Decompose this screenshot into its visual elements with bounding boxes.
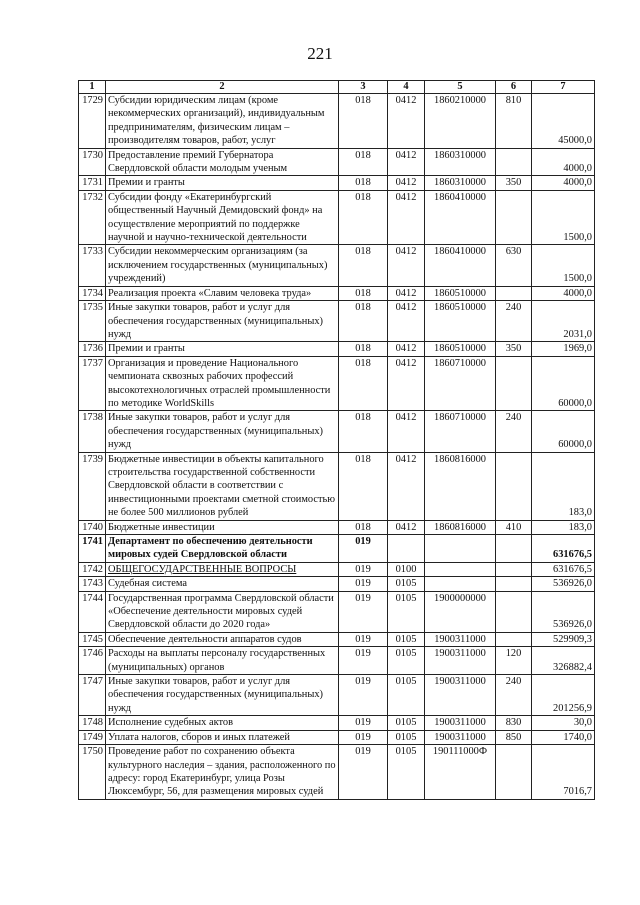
row-amount: 4000,0 bbox=[532, 176, 595, 190]
row-code-admin: 018 bbox=[339, 245, 388, 286]
row-code-expense-type: 850 bbox=[496, 730, 532, 744]
row-code-admin: 018 bbox=[339, 356, 388, 411]
row-code-target: 1860310000 bbox=[425, 148, 496, 176]
row-number: 1742 bbox=[79, 562, 106, 576]
row-code-section: 0105 bbox=[388, 716, 425, 730]
row-code-section: 0412 bbox=[388, 452, 425, 520]
row-code-section: 0105 bbox=[388, 632, 425, 646]
row-code-target: 1900311000 bbox=[425, 716, 496, 730]
row-code-section: 0412 bbox=[388, 245, 425, 286]
row-amount: 631676,5 bbox=[532, 562, 595, 576]
row-code-admin: 019 bbox=[339, 730, 388, 744]
header-cell: 3 bbox=[339, 81, 388, 94]
table-row bbox=[79, 632, 595, 646]
row-code-expense-type: 630 bbox=[496, 245, 532, 286]
row-name: Иные закупки товаров, работ и услуг для обеспечения государственных (муниципальных) нужд bbox=[106, 675, 339, 716]
row-amount: 1740,0 bbox=[532, 730, 595, 744]
row-code-admin: 019 bbox=[339, 745, 388, 800]
row-name: Организация и проведение Национального чемпионата сквозных рабочих профессий высокотехнологичных отраслей промышленности по методике WorldSkills bbox=[106, 356, 339, 411]
row-code-expense-type bbox=[496, 190, 532, 245]
row-number: 1733 bbox=[79, 245, 106, 286]
row-code-admin: 019 bbox=[339, 591, 388, 632]
row-name: Иные закупки товаров, работ и услуг для обеспечения государственных (муниципальных) нужд bbox=[106, 301, 339, 342]
row-amount: 1969,0 bbox=[532, 342, 595, 356]
table-row bbox=[79, 356, 595, 411]
row-code-admin: 018 bbox=[339, 342, 388, 356]
row-code-admin: 019 bbox=[339, 577, 388, 591]
row-amount: 7016,7 bbox=[532, 745, 595, 800]
header-cell: 5 bbox=[425, 81, 496, 94]
row-code-expense-type bbox=[496, 286, 532, 300]
row-name: Департамент по обеспечению деятельности мировых судей Свердловской области bbox=[106, 535, 339, 563]
row-code-expense-type: 240 bbox=[496, 411, 532, 452]
row-code-target: 1860410000 bbox=[425, 245, 496, 286]
row-name: Бюджетные инвестиции в объекты капитального строительства государственной собственности Свердловской области в соответствии с инвестиционными проектами сметной стоимостью не более 500 миллионов рублей bbox=[106, 452, 339, 520]
row-code-target: 1900311000 bbox=[425, 730, 496, 744]
row-amount: 30,0 bbox=[532, 716, 595, 730]
row-number: 1735 bbox=[79, 301, 106, 342]
table-row bbox=[79, 286, 595, 300]
row-code-section: 0412 bbox=[388, 342, 425, 356]
row-name: Премии и гранты bbox=[106, 176, 339, 190]
row-code-target: 190111000Ф bbox=[425, 745, 496, 800]
row-code-section: 0412 bbox=[388, 356, 425, 411]
row-amount: 60000,0 bbox=[532, 411, 595, 452]
row-code-target: 1860210000 bbox=[425, 94, 496, 149]
row-number: 1746 bbox=[79, 647, 106, 675]
row-code-expense-type bbox=[496, 577, 532, 591]
row-name: Субсидии некоммерческим организациям (за исключением государственных (муниципальных) учреждений) bbox=[106, 245, 339, 286]
row-code-admin: 018 bbox=[339, 520, 388, 534]
row-amount: 60000,0 bbox=[532, 356, 595, 411]
row-code-target: 1860816000 bbox=[425, 452, 496, 520]
row-amount: 183,0 bbox=[532, 520, 595, 534]
row-code-expense-type: 240 bbox=[496, 301, 532, 342]
table-row bbox=[79, 342, 595, 356]
row-code-expense-type bbox=[496, 356, 532, 411]
row-code-target: 1900311000 bbox=[425, 675, 496, 716]
row-code-expense-type bbox=[496, 632, 532, 646]
row-amount: 631676,5 bbox=[532, 535, 595, 563]
row-name: Проведение работ по сохранению объекта культурного наследия – здания, расположенного по адресу: город Екатеринбург, улица Розы Люксембург, 56, для размещения мировых судей bbox=[106, 745, 339, 800]
table-row bbox=[79, 730, 595, 744]
table-row bbox=[79, 94, 595, 149]
row-code-section: 0412 bbox=[388, 301, 425, 342]
row-amount: 326882,4 bbox=[532, 647, 595, 675]
row-name: Бюджетные инвестиции bbox=[106, 520, 339, 534]
row-name: Субсидии фонду «Екатеринбургский общественный Научный Демидовский фонд» на осуществление мероприятий по поддержке научной и научно-технической деятельности bbox=[106, 190, 339, 245]
table-row bbox=[79, 577, 595, 591]
table-row bbox=[79, 190, 595, 245]
row-number: 1741 bbox=[79, 535, 106, 563]
row-code-admin: 018 bbox=[339, 452, 388, 520]
row-number: 1749 bbox=[79, 730, 106, 744]
row-code-expense-type: 810 bbox=[496, 94, 532, 149]
table-header-row bbox=[79, 81, 595, 94]
row-code-section: 0412 bbox=[388, 286, 425, 300]
row-amount: 4000,0 bbox=[532, 148, 595, 176]
header-cell: 7 bbox=[532, 81, 595, 94]
table-row bbox=[79, 716, 595, 730]
row-name: Исполнение судебных актов bbox=[106, 716, 339, 730]
row-number: 1732 bbox=[79, 190, 106, 245]
row-number: 1738 bbox=[79, 411, 106, 452]
row-number: 1729 bbox=[79, 94, 106, 149]
row-code-admin: 019 bbox=[339, 675, 388, 716]
row-code-admin: 018 bbox=[339, 176, 388, 190]
row-code-expense-type: 410 bbox=[496, 520, 532, 534]
row-code-expense-type: 120 bbox=[496, 647, 532, 675]
table-row bbox=[79, 148, 595, 176]
row-amount: 1500,0 bbox=[532, 190, 595, 245]
row-code-section: 0412 bbox=[388, 190, 425, 245]
row-amount: 2031,0 bbox=[532, 301, 595, 342]
row-number: 1737 bbox=[79, 356, 106, 411]
row-code-target: 1860710000 bbox=[425, 411, 496, 452]
row-name: Иные закупки товаров, работ и услуг для обеспечения государственных (муниципальных) нужд bbox=[106, 411, 339, 452]
row-code-target bbox=[425, 562, 496, 576]
row-code-target bbox=[425, 577, 496, 591]
row-code-section: 0105 bbox=[388, 730, 425, 744]
row-number: 1740 bbox=[79, 520, 106, 534]
row-code-target bbox=[425, 535, 496, 563]
row-code-section: 0412 bbox=[388, 176, 425, 190]
row-code-section: 0412 bbox=[388, 94, 425, 149]
row-amount: 529909,3 bbox=[532, 632, 595, 646]
row-code-section: 0105 bbox=[388, 647, 425, 675]
page-number: 221 bbox=[307, 44, 333, 63]
row-code-target: 1900000000 bbox=[425, 591, 496, 632]
row-code-admin: 019 bbox=[339, 716, 388, 730]
row-code-admin: 019 bbox=[339, 535, 388, 563]
row-amount: 536926,0 bbox=[532, 577, 595, 591]
row-code-target: 1860816000 bbox=[425, 520, 496, 534]
row-code-target: 1860710000 bbox=[425, 356, 496, 411]
table-row bbox=[79, 675, 595, 716]
row-code-section: 0105 bbox=[388, 591, 425, 632]
row-number: 1736 bbox=[79, 342, 106, 356]
row-code-expense-type: 240 bbox=[496, 675, 532, 716]
row-code-target: 1860510000 bbox=[425, 342, 496, 356]
row-amount: 183,0 bbox=[532, 452, 595, 520]
row-number: 1750 bbox=[79, 745, 106, 800]
table-row bbox=[79, 411, 595, 452]
row-amount: 4000,0 bbox=[532, 286, 595, 300]
row-code-expense-type bbox=[496, 148, 532, 176]
row-code-expense-type: 830 bbox=[496, 716, 532, 730]
header-cell: 2 bbox=[106, 81, 339, 94]
header-cell: 4 bbox=[388, 81, 425, 94]
row-name: Расходы на выплаты персоналу государственных (муниципальных) органов bbox=[106, 647, 339, 675]
row-code-section: 0105 bbox=[388, 745, 425, 800]
row-number: 1747 bbox=[79, 675, 106, 716]
row-number: 1743 bbox=[79, 577, 106, 591]
row-number: 1730 bbox=[79, 148, 106, 176]
row-name: ОБЩЕГОСУДАРСТВЕННЫЕ ВОПРОСЫ bbox=[106, 562, 339, 576]
row-code-target: 1860510000 bbox=[425, 286, 496, 300]
row-number: 1748 bbox=[79, 716, 106, 730]
row-amount: 45000,0 bbox=[532, 94, 595, 149]
row-number: 1744 bbox=[79, 591, 106, 632]
table-row bbox=[79, 301, 595, 342]
table-row bbox=[79, 245, 595, 286]
row-code-section: 0412 bbox=[388, 411, 425, 452]
row-code-target: 1860410000 bbox=[425, 190, 496, 245]
table-row bbox=[79, 452, 595, 520]
table-row bbox=[79, 535, 595, 563]
row-code-admin: 019 bbox=[339, 632, 388, 646]
row-code-admin: 018 bbox=[339, 301, 388, 342]
row-code-section: 0105 bbox=[388, 577, 425, 591]
row-code-section: 0105 bbox=[388, 675, 425, 716]
header-cell: 6 bbox=[496, 81, 532, 94]
row-code-target: 1860310000 bbox=[425, 176, 496, 190]
row-code-expense-type bbox=[496, 745, 532, 800]
row-code-section: 0412 bbox=[388, 148, 425, 176]
table-row bbox=[79, 562, 595, 576]
row-name: Предоставление премий Губернатора Свердловской области молодым ученым bbox=[106, 148, 339, 176]
budget-table bbox=[78, 80, 595, 800]
row-code-admin: 019 bbox=[339, 562, 388, 576]
row-number: 1734 bbox=[79, 286, 106, 300]
row-code-admin: 018 bbox=[339, 411, 388, 452]
row-code-admin: 019 bbox=[339, 647, 388, 675]
row-amount: 201256,9 bbox=[532, 675, 595, 716]
row-code-section: 0100 bbox=[388, 562, 425, 576]
row-code-section: 0412 bbox=[388, 520, 425, 534]
row-code-expense-type bbox=[496, 591, 532, 632]
table-row bbox=[79, 647, 595, 675]
row-name: Обеспечение деятельности аппаратов судов bbox=[106, 632, 339, 646]
table-row bbox=[79, 745, 595, 800]
row-number: 1739 bbox=[79, 452, 106, 520]
row-amount: 536926,0 bbox=[532, 591, 595, 632]
row-code-expense-type bbox=[496, 562, 532, 576]
row-code-admin: 018 bbox=[339, 190, 388, 245]
table-row bbox=[79, 520, 595, 534]
row-name: Судебная система bbox=[106, 577, 339, 591]
row-code-admin: 018 bbox=[339, 148, 388, 176]
row-number: 1745 bbox=[79, 632, 106, 646]
table-row bbox=[79, 176, 595, 190]
row-code-expense-type bbox=[496, 535, 532, 563]
row-code-expense-type bbox=[496, 452, 532, 520]
row-name: Премии и гранты bbox=[106, 342, 339, 356]
row-code-target: 1900311000 bbox=[425, 647, 496, 675]
row-name: Уплата налогов, сборов и иных платежей bbox=[106, 730, 339, 744]
row-code-admin: 018 bbox=[339, 286, 388, 300]
row-code-target: 1900311000 bbox=[425, 632, 496, 646]
row-code-expense-type: 350 bbox=[496, 342, 532, 356]
row-code-section bbox=[388, 535, 425, 563]
row-name: Реализация проекта «Славим человека труда» bbox=[106, 286, 339, 300]
row-code-target: 1860510000 bbox=[425, 301, 496, 342]
row-amount: 1500,0 bbox=[532, 245, 595, 286]
row-name: Государственная программа Свердловской области «Обеспечение деятельности мировых судей Свердловской области до 2020 года» bbox=[106, 591, 339, 632]
row-name: Субсидии юридическим лицам (кроме некоммерческих организаций), индивидуальным предпринимателям, физическим лицам – производителям товаров, работ, услуг bbox=[106, 94, 339, 149]
row-code-expense-type: 350 bbox=[496, 176, 532, 190]
header-cell: 1 bbox=[79, 81, 106, 94]
row-code-admin: 018 bbox=[339, 94, 388, 149]
row-number: 1731 bbox=[79, 176, 106, 190]
table-row bbox=[79, 591, 595, 632]
